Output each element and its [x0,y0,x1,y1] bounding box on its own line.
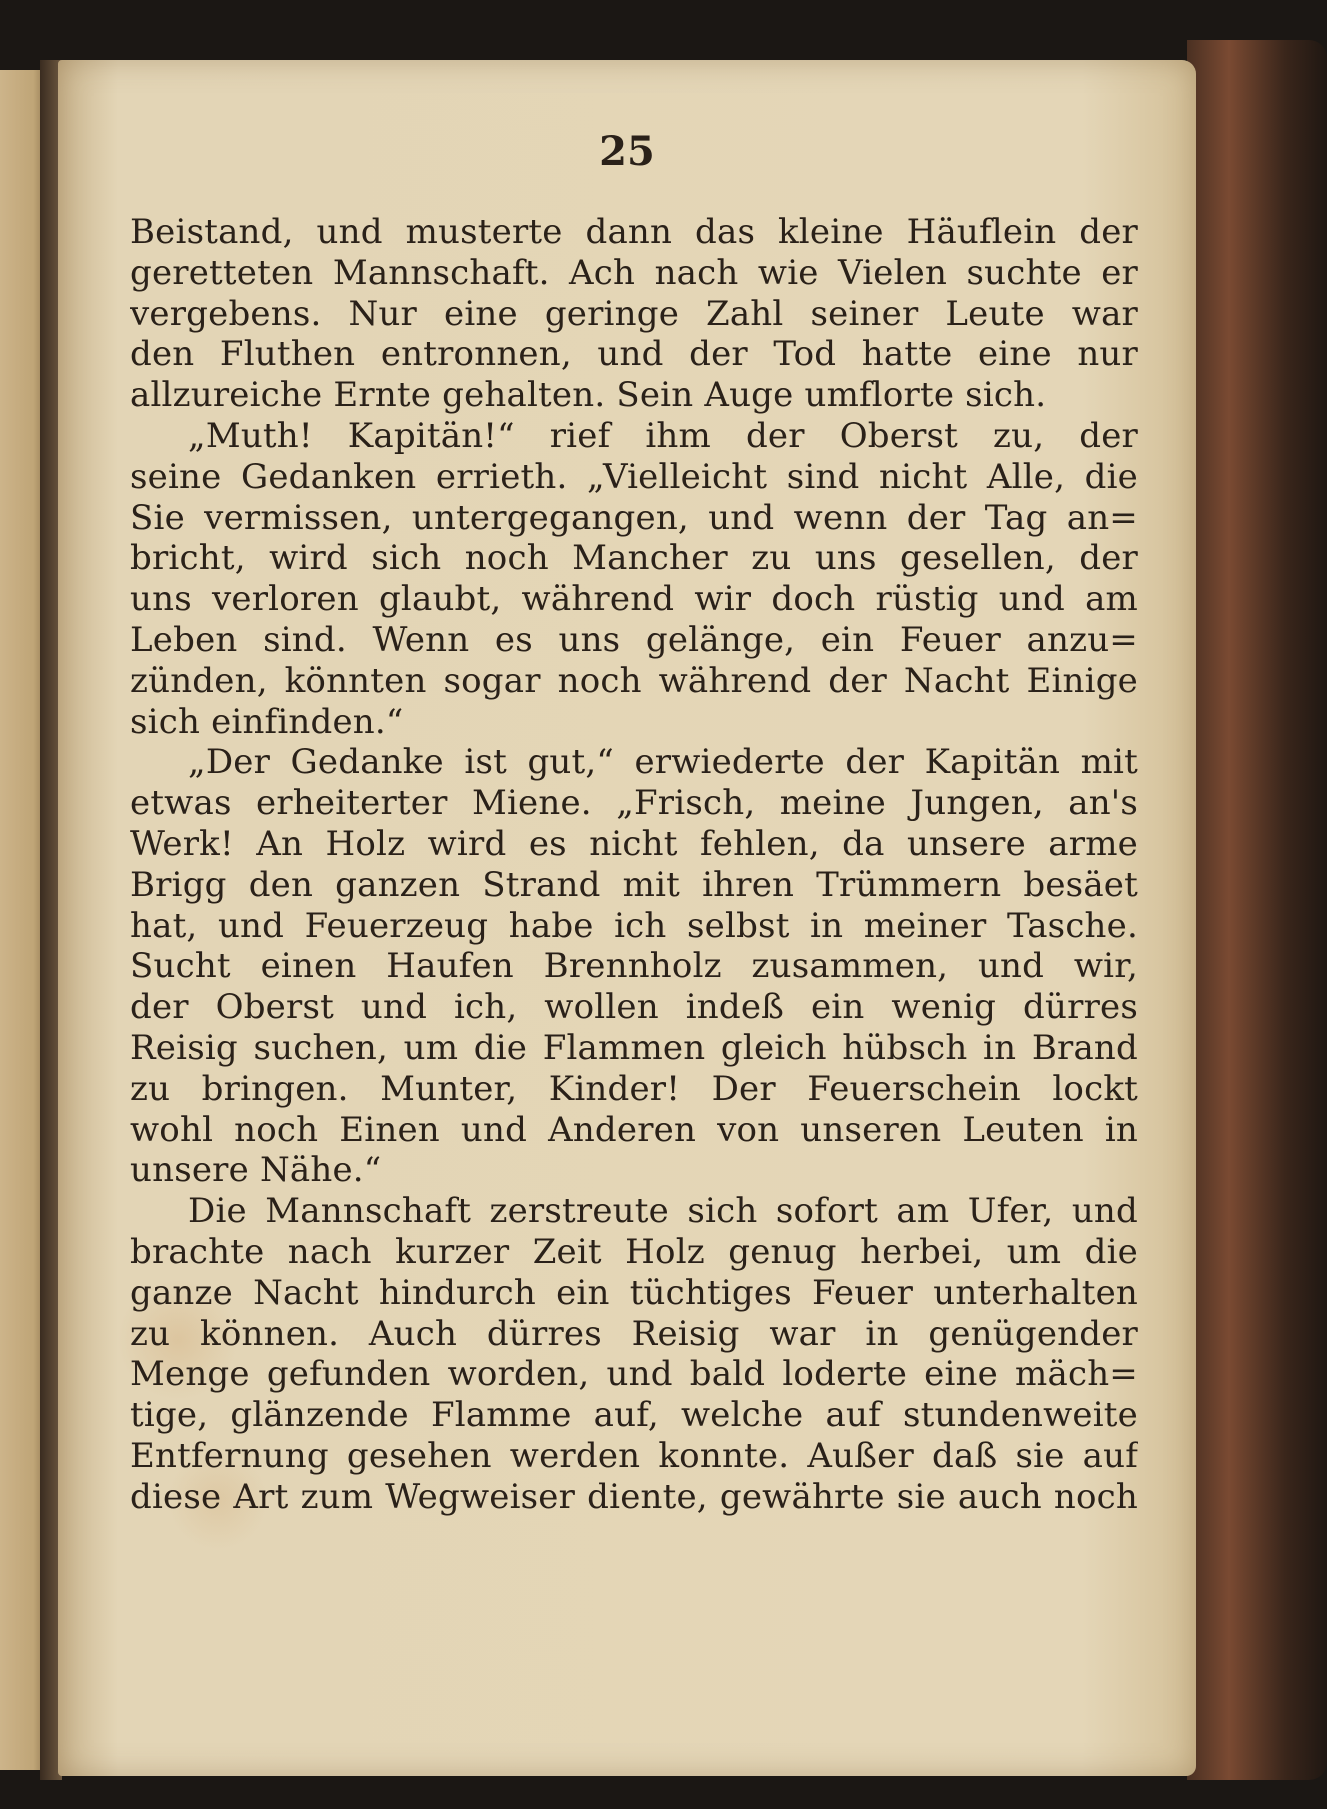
text-line: Sucht einen Haufen Brennholz zusammen, und wir, [130,946,1138,987]
text-line: geretteten Mannschaft. Ach nach wie Vielen suchte er [130,252,1138,293]
text-line: Sie vermissen, untergegangen, und wenn der Tag an= [130,497,1138,538]
text-line: allzureiche Ernte gehalten. Sein Auge umflorte sich. [130,375,1047,416]
text-line: Entfernung gesehen werden konnte. Außer daß sie auf [130,1435,1138,1476]
text-line: seine Gedanken errieth. „Vielleicht sind nicht Alle, die [130,456,1138,497]
page-text [130,212,1138,1518]
text-line: Werk! An Holz wird es nicht fehlen, da unsere arme [130,823,1138,864]
text-line: Leben sind. Wenn es uns gelänge, ein Feuer anzu= [130,619,1138,660]
text-line: der Oberst und ich, wollen indeß ein wenig dürres [130,987,1138,1028]
text-line: „Der Gedanke ist gut,“ erwiederte der Kapitän mit [188,742,1138,783]
text-line: den Fluthen entronnen, und der Tod hatte eine nur [130,334,1138,375]
book-page [58,60,1196,1776]
text-line: wohl noch Einen und Anderen von unseren Leuten in [130,1109,1138,1150]
text-line: Brigg den ganzen Strand mit ihren Trümmern besäet [130,864,1138,905]
text-line: vergebens. Nur eine geringe Zahl seiner Leute war [130,293,1138,334]
text-line: sich einfinden.“ [130,701,404,742]
text-line: Beistand, und musterte dann das kleine Häuflein der [130,212,1138,252]
text-line: bricht, wird sich noch Mancher zu uns gesellen, der [130,538,1138,579]
text-line: Reisig suchen, um die Flammen gleich hübsch in Brand [130,1027,1138,1068]
text-line: unsere Nähe.“ [130,1150,382,1191]
text-line: Menge gefunden worden, und bald loderte eine mäch= [130,1354,1138,1395]
text-line: „Muth! Kapitän!“ rief ihm der Oberst zu, der [188,415,1138,456]
book-cover [1187,40,1327,1780]
text-line: etwas erheiterter Miene. „Frisch, meine Jungen, an's [130,783,1138,824]
text-line: Die Mannschaft zerstreute sich sofort am Ufer, und [188,1191,1138,1232]
text-line: tige, glänzende Flamme auf, welche auf stundenweite [130,1395,1138,1436]
text-line: zu können. Auch dürres Reisig war in genügender [130,1313,1138,1354]
text-line: zünden, könnten sogar noch während der Nacht Einige [130,660,1138,701]
text-line: brachte nach kurzer Zeit Holz genug herbei, um die [130,1231,1138,1272]
text-line: ganze Nacht hindurch ein tüchtiges Feuer unterhalten [130,1272,1138,1313]
text-line: diese Art zum Wegweiser diente, gewährte sie auch noch [130,1476,1138,1517]
page-number: 25 [599,128,655,175]
text-line: uns verloren glaubt, während wir doch rüstig und am [130,579,1138,620]
text-line: hat, und Feuerzeug habe ich selbst in meiner Tasche. [130,905,1138,946]
text-line: zu bringen. Munter, Kinder! Der Feuerschein lockt [130,1068,1138,1109]
